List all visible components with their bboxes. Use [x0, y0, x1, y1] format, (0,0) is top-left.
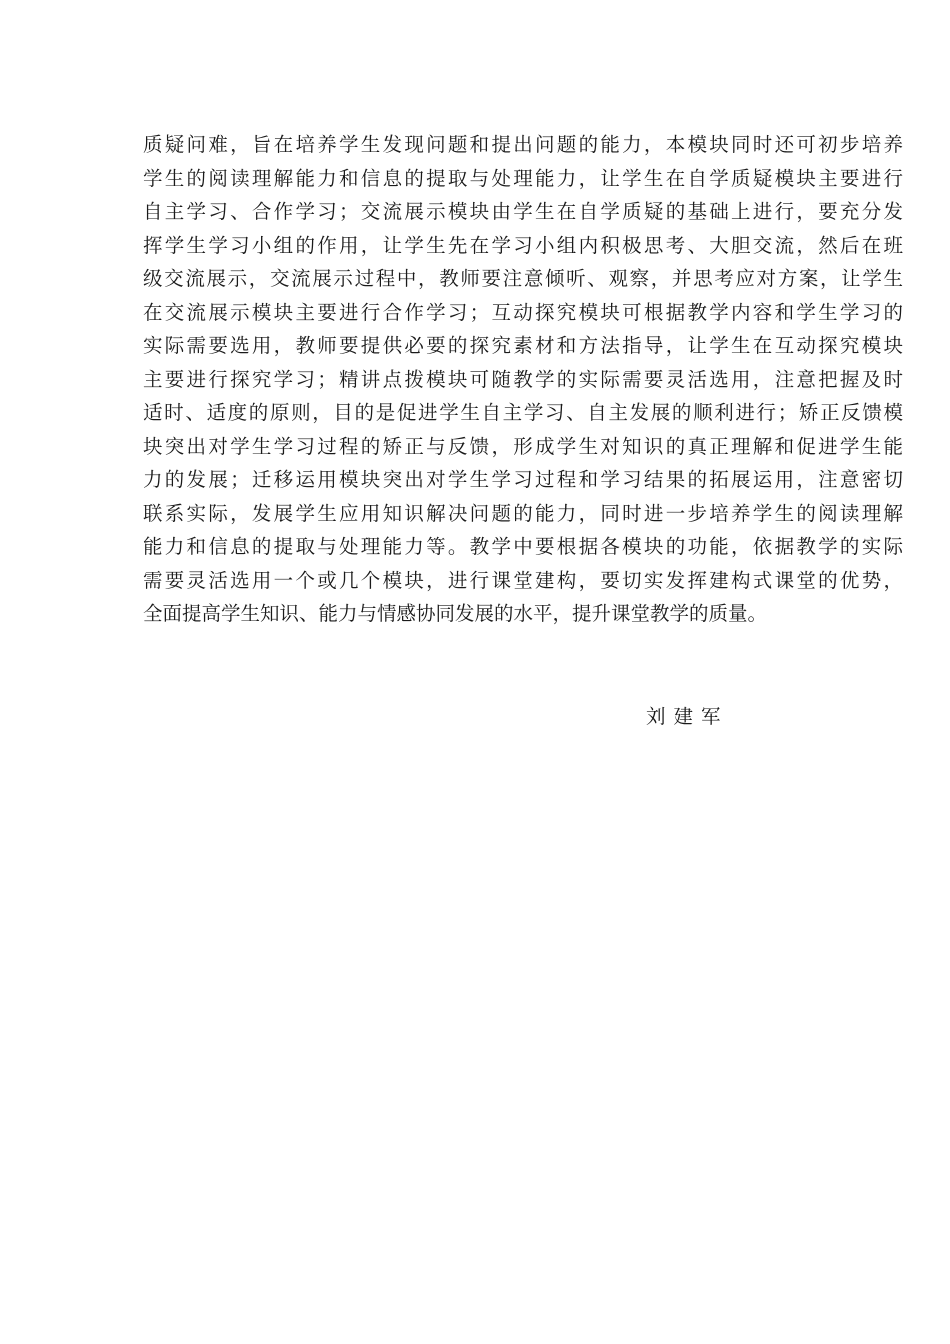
paragraph-line: 适时、适度的原则，目的是促进学生自主学习、自主发展的顺利进行；矫正反馈模: [143, 401, 903, 424]
body-paragraph: [143, 128, 903, 631]
paragraph-line: 在交流展示模块主要进行合作学习；互动探究模块可根据教学内容和学生学习的: [143, 300, 903, 324]
paragraph-line: 联系实际，发展学生应用知识解决问题的能力，同时进一步培养学生的阅读理解: [143, 501, 903, 525]
paragraph-line: 主要进行探究学习；精讲点拨模块可随教学的实际需要灵活选用，注意把握及时: [143, 367, 903, 391]
paragraph-line: 挥学生学习小组的作用，让学生先在学习小组内积极思考、大胆交流，然后在班: [143, 233, 903, 257]
paragraph-line: 需要灵活选用一个或几个模块，进行课堂建构，要切实发挥建构式课堂的优势，: [143, 568, 903, 592]
paragraph-line: 全面提高学生知识、能力与情感协同发展的水平，提升课堂教学的质量。: [143, 602, 768, 625]
paragraph-line: 实际需要选用，教师要提供必要的探究素材和方法指导，让学生在互动探究模块: [143, 334, 903, 357]
paragraph-line: 自主学习、合作学习；交流展示模块由学生在自学质疑的基础上进行，要充分发: [143, 200, 903, 223]
author-signature: 刘建军: [646, 705, 729, 728]
paragraph-line: 学生的阅读理解能力和信息的提取与处理能力，让学生在自学质疑模块主要进行: [143, 166, 903, 190]
paragraph-line: 块突出对学生学习过程的矫正与反馈，形成学生对知识的真正理解和促进学生能: [143, 434, 903, 458]
paragraph-line: 力的发展；迁移运用模块突出对学生学习过程和学习结果的拓展运用，注意密切: [143, 468, 903, 491]
paragraph-line: 能力和信息的提取与处理能力等。教学中要根据各模块的功能，依据教学的实际: [143, 535, 903, 558]
paragraph-line: 质疑问难，旨在培养学生发现问题和提出问题的能力，本模块同时还可初步培养: [143, 133, 903, 156]
paragraph-line: 级交流展示，交流展示过程中，教师要注意倾听、观察，并思考应对方案，让学生: [143, 267, 903, 290]
